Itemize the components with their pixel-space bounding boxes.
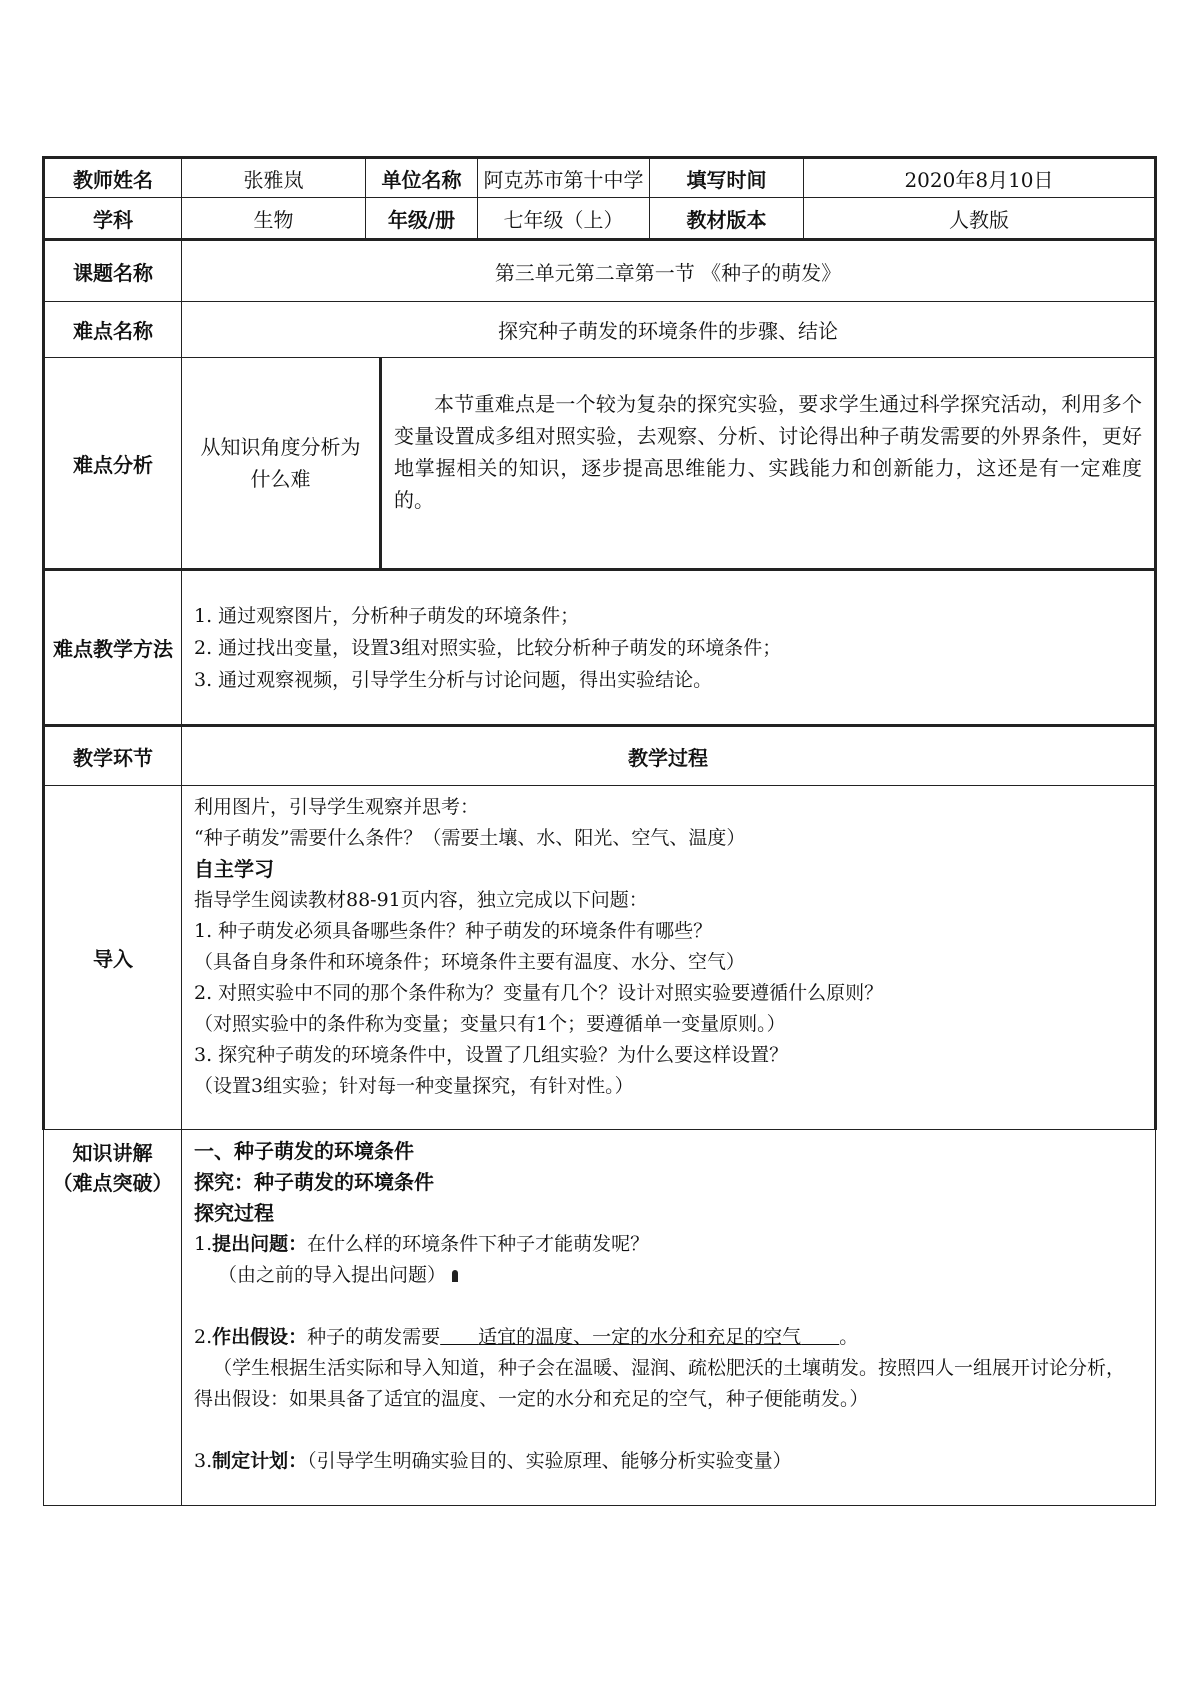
step-3-text: （引导学生明确实验目的、实验原理、能够分析实验变量） xyxy=(307,1450,792,1472)
methods-list xyxy=(182,600,1154,696)
step-1-note-text: （由之前的导入提出问题） xyxy=(218,1264,447,1286)
knowledge-label-line2: （难点突破） xyxy=(52,1171,173,1195)
difficulty-label: 难点名称 xyxy=(44,302,182,358)
step-3-label: 制定计划： xyxy=(212,1450,308,1472)
step-1-number: 1. xyxy=(194,1233,213,1255)
knowledge-label xyxy=(44,1130,182,1506)
edition-label: 教材版本 xyxy=(650,198,804,240)
knowledge-label-line1: 知识讲解 xyxy=(72,1141,153,1165)
step-3-number: 3. xyxy=(194,1450,213,1472)
unit-label: 单位名称 xyxy=(366,158,478,198)
method-item: 2. 通过找出变量，设置3组对照实验，比较分析种子萌发的环境条件； xyxy=(194,636,782,659)
intro-line: 利用图片，引导学生观察并思考： xyxy=(194,796,480,818)
lesson-plan-table xyxy=(42,156,1157,1506)
intro-question: 2. 对照实验中不同的那个条件称为？变量有几个？设计对照实验要遵循什么原则？ xyxy=(194,982,884,1004)
step-1-text: 在什么样的环境条件下种子才能萌发呢？ xyxy=(307,1233,650,1255)
step-2-answer xyxy=(440,1326,839,1348)
method-item: 3. 通过观察视频，引导学生分析与讨论问题，得出实验结论。 xyxy=(194,668,713,691)
intro-cell xyxy=(182,786,1156,1130)
process-label: 教学过程 xyxy=(182,726,1156,786)
grade-value: 七年级（上） xyxy=(478,198,650,240)
step-2-text: 种子的萌发需要 xyxy=(307,1326,441,1348)
step-2-answer-text: 适宜的温度、一定的水分和充足的空气 xyxy=(478,1326,802,1348)
intro-subheading: 自主学习 xyxy=(194,857,274,881)
step-3 xyxy=(194,1446,1143,1477)
step-2-note: （学生根据生活实际和导入知道，种子会在温暖、湿润、疏松肥沃的土壤萌发。按照四人一组展开讨论分析，得出假设：如果具备了适宜的温度、一定的水分和充足的空气，种子便能萌发。） xyxy=(194,1357,1126,1410)
spacer xyxy=(194,1291,1143,1322)
intro-answer: （具备自身条件和环境条件；环境条件主要有温度、水分、空气） xyxy=(194,951,746,973)
intro-question: 1. 种子萌发必须具备哪些条件？种子萌发的环境条件有哪些？ xyxy=(194,920,713,942)
step-2-label: 作出假设： xyxy=(212,1326,308,1348)
analysis-text: 本节重难点是一个较为复杂的探究实验，要求学生通过科学探究活动，利用多个变量设置成多组对照实验，去观察、分析、讨论得出种子萌发需要的外界条件，更好地掌握相关的知识，逐步提高思维能力、实践能力和创新能力，这还是有一定难度的。 xyxy=(394,392,1142,512)
subject-label: 学科 xyxy=(44,198,182,240)
intro-line: “种子萌发”需要什么条件？（需要土壤、水、阳光、空气、温度） xyxy=(194,827,746,849)
unit-name: 阿克苏市第十中学 xyxy=(478,158,650,198)
process-stage-label: 教学环节 xyxy=(44,726,182,786)
edition-value: 人教版 xyxy=(804,198,1156,240)
methods-label: 难点教学方法 xyxy=(44,570,182,726)
knowledge-cell xyxy=(182,1130,1156,1506)
step-1 xyxy=(194,1229,1143,1260)
analysis-cell xyxy=(182,358,1156,570)
step-1-label: 提出问题： xyxy=(212,1233,308,1255)
intro-content xyxy=(182,786,1154,1108)
topic-value: 第三单元第二章第一节 《种子的萌发》 xyxy=(182,240,1156,302)
step-2-number: 2. xyxy=(194,1326,213,1348)
teacher-name: 张雅岚 xyxy=(182,158,366,198)
intro-answer: （对照实验中的条件称为变量；变量只有1个；要遵循单一变量原则。） xyxy=(194,1013,786,1035)
methods-cell xyxy=(182,570,1156,726)
spacer xyxy=(194,1415,1143,1446)
cursor-icon xyxy=(452,1270,458,1282)
difficulty-value: 探究种子萌发的环境条件的步骤、结论 xyxy=(182,302,1156,358)
step-2 xyxy=(194,1322,1143,1353)
teacher-label: 教师姓名 xyxy=(44,158,182,198)
grade-label: 年级/册 xyxy=(366,198,478,240)
date-value: 2020年8月10日 xyxy=(804,158,1156,198)
intro-label: 导入 xyxy=(44,786,182,1130)
method-item: 1. 通过观察图片，分析种子萌发的环境条件； xyxy=(194,604,580,627)
step-2-end: 。 xyxy=(839,1326,859,1348)
topic-label: 课题名称 xyxy=(44,240,182,302)
intro-line: 指导学生阅读教材88-91页内容，独立完成以下问题： xyxy=(194,889,648,911)
date-label: 填写时间 xyxy=(650,158,804,198)
knowledge-heading-2: 探究：种子萌发的环境条件 xyxy=(194,1170,434,1194)
analysis-sub-label: 从知识角度分析为什么难 xyxy=(182,358,382,568)
knowledge-heading-3: 探究过程 xyxy=(194,1201,274,1225)
step-1-note xyxy=(194,1260,1143,1291)
knowledge-content xyxy=(182,1130,1155,1483)
subject-value: 生物 xyxy=(182,198,366,240)
knowledge-heading-1: 一、种子萌发的环境条件 xyxy=(194,1139,414,1163)
intro-question: 3. 探究种子萌发的环境条件中，设置了几组实验？为什么要这样设置？ xyxy=(194,1044,789,1066)
analysis-label: 难点分析 xyxy=(44,358,182,570)
intro-answer: （设置3组实验；针对每一种变量探究，有针对性。） xyxy=(194,1075,634,1097)
